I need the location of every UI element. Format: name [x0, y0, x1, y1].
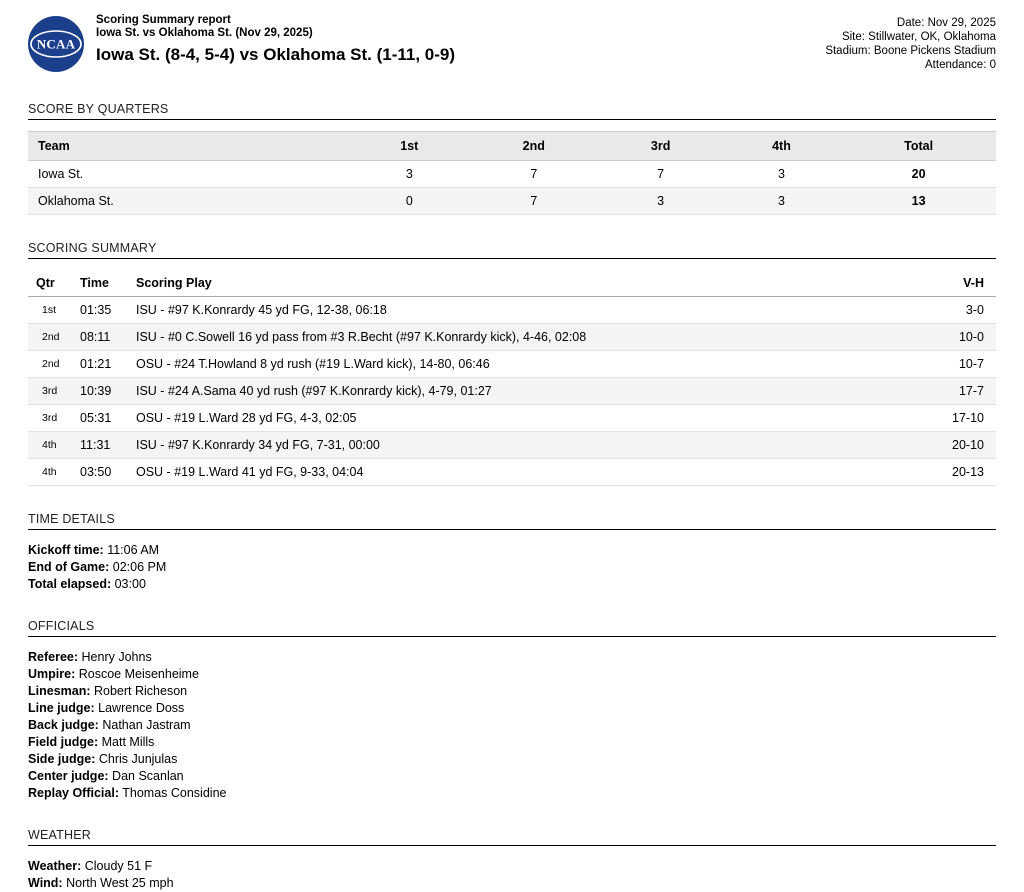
cell-qtr: 4th [28, 459, 72, 486]
cell-q1: 3 [351, 161, 468, 188]
score-by-quarters-section [0, 102, 1024, 215]
scoring-summary-heading: SCORING SUMMARY [28, 241, 996, 259]
official-name: Chris Junjulas [98, 752, 178, 766]
official-role: Replay Official: [28, 786, 119, 800]
cell-total: 13 [841, 188, 996, 215]
weather-label: Weather: [28, 859, 82, 873]
time-detail-label: Total elapsed: [28, 577, 112, 591]
official-item [28, 751, 996, 768]
matchup-title: Iowa St. (8-4, 5-4) vs Oklahoma St. (1-11, 0-9) [96, 45, 456, 64]
meta-attendance: Attendance: 0 [925, 59, 996, 71]
column-qtr: Qtr [28, 270, 72, 297]
column-q2: 2nd [468, 132, 600, 161]
cell-qtr: 1st [28, 297, 72, 324]
cell-qtr: 3rd [28, 405, 72, 432]
official-item [28, 666, 996, 683]
cell-qtr: 2nd [28, 351, 72, 378]
official-name: Roscoe Meisenheime [78, 667, 199, 681]
official-item [28, 785, 996, 802]
cell-play: ISU - #97 K.Konrardy 34 yd FG, 7-31, 00:00 [128, 432, 926, 459]
official-item [28, 683, 996, 700]
column-q3: 3rd [600, 132, 722, 161]
meta-stadium: Stadium: Boone Pickens Stadium [825, 45, 996, 57]
official-role: Line judge: [28, 701, 95, 715]
weather-heading: WEATHER [28, 828, 996, 846]
officials-section [0, 619, 1024, 637]
official-item [28, 717, 996, 734]
table-row [28, 432, 996, 459]
table-row [28, 161, 996, 188]
cell-vh: 10-0 [926, 324, 996, 351]
time-details-heading: TIME DETAILS [28, 512, 996, 530]
scoring-summary-section [0, 241, 1024, 486]
column-q4: 4th [722, 132, 842, 161]
official-role: Linesman: [28, 684, 91, 698]
official-role: Back judge: [28, 718, 99, 732]
official-item [28, 649, 996, 666]
report-title: Scoring Summary report [96, 14, 231, 26]
time-detail-value: 11:06 AM [107, 543, 160, 557]
cell-vh: 20-13 [926, 459, 996, 486]
cell-time: 10:39 [72, 378, 128, 405]
time-detail-label: Kickoff time: [28, 543, 104, 557]
cell-team: Iowa St. [28, 161, 351, 188]
official-role: Center judge: [28, 769, 109, 783]
header-meta [825, 14, 996, 72]
cell-vh: 20-10 [926, 432, 996, 459]
cell-q2: 7 [468, 161, 600, 188]
table-row [28, 459, 996, 486]
report-subtitle: Iowa St. vs Oklahoma St. (Nov 29, 2025) [96, 27, 313, 39]
cell-q1: 0 [351, 188, 468, 215]
cell-play: OSU - #19 L.Ward 41 yd FG, 9-33, 04:04 [128, 459, 926, 486]
cell-q4: 3 [722, 161, 842, 188]
cell-play: ISU - #97 K.Konrardy 45 yd FG, 12-38, 06:18 [128, 297, 926, 324]
cell-play: OSU - #19 L.Ward 28 yd FG, 4-3, 02:05 [128, 405, 926, 432]
table-header-row [28, 270, 996, 297]
weather-value: Cloudy 51 F [84, 859, 153, 873]
cell-play: ISU - #24 A.Sama 40 yd rush (#97 K.Konrardy kick), 4-79, 01:27 [128, 378, 926, 405]
official-name: Henry Johns [81, 650, 152, 664]
cell-time: 11:31 [72, 432, 128, 459]
cell-qtr: 4th [28, 432, 72, 459]
cell-vh: 3-0 [926, 297, 996, 324]
official-name: Nathan Jastram [102, 718, 191, 732]
table-row [28, 324, 996, 351]
official-name: Lawrence Doss [98, 701, 185, 715]
official-role: Side judge: [28, 752, 96, 766]
cell-team: Oklahoma St. [28, 188, 351, 215]
official-name: Robert Richeson [94, 684, 188, 698]
table-row [28, 351, 996, 378]
official-item [28, 768, 996, 785]
officials-heading: OFFICIALS [28, 619, 996, 637]
report-header [0, 0, 1024, 72]
table-header-row [28, 132, 996, 161]
official-role: Umpire: [28, 667, 76, 681]
header-titles [86, 14, 825, 66]
cell-q4: 3 [722, 188, 842, 215]
official-name: Dan Scanlan [112, 769, 184, 783]
table-row [28, 188, 996, 215]
cell-q3: 3 [600, 188, 722, 215]
cell-time: 03:50 [72, 459, 128, 486]
cell-q2: 7 [468, 188, 600, 215]
weather-item [28, 858, 996, 875]
time-detail-label: End of Game: [28, 560, 110, 574]
weather-item [28, 875, 996, 892]
column-total: Total [841, 132, 996, 161]
time-detail-value: 03:00 [114, 577, 146, 591]
table-row [28, 378, 996, 405]
cell-qtr: 3rd [28, 378, 72, 405]
table-row [28, 405, 996, 432]
meta-date: Date: Nov 29, 2025 [896, 17, 996, 29]
time-detail-item [28, 542, 996, 559]
official-name: Matt Mills [101, 735, 155, 749]
time-details-section [0, 512, 1024, 530]
cell-total: 20 [841, 161, 996, 188]
weather-list [0, 846, 1024, 892]
cell-vh: 17-7 [926, 378, 996, 405]
ncaa-logo-icon [28, 16, 84, 72]
column-time: Time [72, 270, 128, 297]
logo-container [28, 14, 86, 72]
official-item [28, 734, 996, 751]
cell-time: 08:11 [72, 324, 128, 351]
official-item [28, 700, 996, 717]
time-detail-item [28, 576, 996, 593]
time-details-list [0, 530, 1024, 593]
cell-vh: 10-7 [926, 351, 996, 378]
column-q1: 1st [351, 132, 468, 161]
cell-qtr: 2nd [28, 324, 72, 351]
weather-value: North West 25 mph [66, 876, 174, 890]
meta-site: Site: Stillwater, OK, Oklahoma [841, 31, 996, 43]
table-row [28, 297, 996, 324]
column-team: Team [28, 132, 351, 161]
column-vh: V-H [926, 270, 996, 297]
cell-time: 01:35 [72, 297, 128, 324]
time-detail-value: 02:06 PM [112, 560, 167, 574]
official-role: Field judge: [28, 735, 99, 749]
score-by-quarters-table [28, 131, 996, 215]
score-by-quarters-heading: SCORE BY QUARTERS [28, 102, 996, 120]
scoring-summary-table [28, 270, 996, 486]
cell-q3: 7 [600, 161, 722, 188]
time-detail-item [28, 559, 996, 576]
officials-list [0, 637, 1024, 802]
weather-section [0, 828, 1024, 846]
weather-label: Wind: [28, 876, 63, 890]
cell-vh: 17-10 [926, 405, 996, 432]
cell-time: 01:21 [72, 351, 128, 378]
cell-play: ISU - #0 C.Sowell 16 yd pass from #3 R.Becht (#97 K.Konrardy kick), 4-46, 02:08 [128, 324, 926, 351]
cell-play: OSU - #24 T.Howland 8 yd rush (#19 L.Ward kick), 14-80, 06:46 [128, 351, 926, 378]
column-scoring-play: Scoring Play [128, 270, 926, 297]
svg-text:NCAA: NCAA [36, 36, 76, 52]
official-role: Referee: [28, 650, 79, 664]
official-name: Thomas Considine [122, 786, 227, 800]
cell-time: 05:31 [72, 405, 128, 432]
